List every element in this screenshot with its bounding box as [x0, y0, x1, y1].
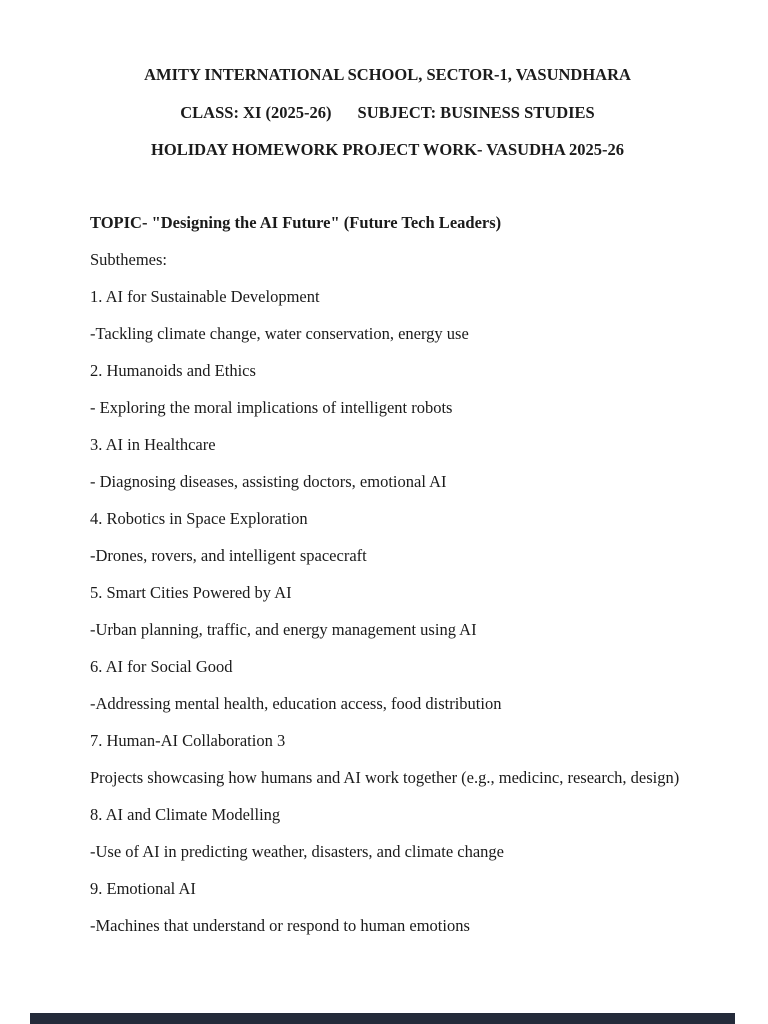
- subtheme-title: 7. Human-AI Collaboration 3: [90, 730, 286, 750]
- subtheme-title: 1. AI for Sustainable Development: [90, 286, 320, 306]
- subtheme-title: 2. Humanoids and Ethics: [90, 360, 256, 380]
- subtheme-desc: - Diagnosing diseases, assisting doctors, emotional AI: [90, 471, 447, 491]
- class-subject-line: [90, 94, 685, 132]
- subtheme-desc: -Tackling climate change, water conservation, energy use: [90, 323, 469, 343]
- subtheme-desc: -Use of AI in predicting weather, disasters, and climate change: [90, 841, 504, 861]
- topic-line: TOPIC- "Designing the AI Future" (Future Tech Leaders): [90, 212, 502, 232]
- school-name: AMITY INTERNATIONAL SCHOOL, SECTOR-1, VASUNDHARA: [144, 65, 631, 84]
- homework-title: HOLIDAY HOMEWORK PROJECT WORK- VASUDHA 2025-26: [151, 140, 624, 159]
- subtheme-item: [90, 796, 685, 870]
- subtheme-item: [90, 574, 685, 648]
- subtheme-desc: - Exploring the moral implications of intelligent robots: [90, 397, 453, 417]
- subtheme-item: [90, 722, 685, 796]
- subtheme-item: [90, 870, 685, 944]
- subthemes-label: Subthemes:: [90, 249, 167, 269]
- subject-label: SUBJECT: BUSINESS STUDIES: [357, 102, 595, 122]
- subtheme-item: [90, 648, 685, 722]
- subtheme-item: [90, 278, 685, 352]
- subtheme-desc: -Urban planning, traffic, and energy management using AI: [90, 619, 477, 639]
- subtheme-title: 3. AI in Healthcare: [90, 434, 216, 454]
- subtheme-desc: -Addressing mental health, education access, food distribution: [90, 693, 502, 713]
- subtheme-title: 4. Robotics in Space Exploration: [90, 508, 308, 528]
- subtheme-title: 5. Smart Cities Powered by AI: [90, 582, 292, 602]
- subtheme-desc: Projects showcasing how humans and AI work together (e.g., medicinc, research, design): [90, 767, 680, 787]
- document-header: [90, 56, 685, 169]
- subtheme-desc: -Machines that understand or respond to human emotions: [90, 915, 470, 935]
- subtheme-item: [90, 352, 685, 426]
- subtheme-title: 8. AI and Climate Modelling: [90, 804, 281, 824]
- subtheme-desc: -Drones, rovers, and intelligent spacecraft: [90, 545, 367, 565]
- document-body: [90, 204, 685, 944]
- class-label: CLASS: XI (2025-26): [180, 102, 332, 122]
- subtheme-title: 9. Emotional AI: [90, 878, 196, 898]
- subtheme-title: 6. AI for Social Good: [90, 656, 233, 676]
- next-page-gap: [30, 1013, 735, 1024]
- subtheme-item: [90, 500, 685, 574]
- subtheme-item: [90, 426, 685, 500]
